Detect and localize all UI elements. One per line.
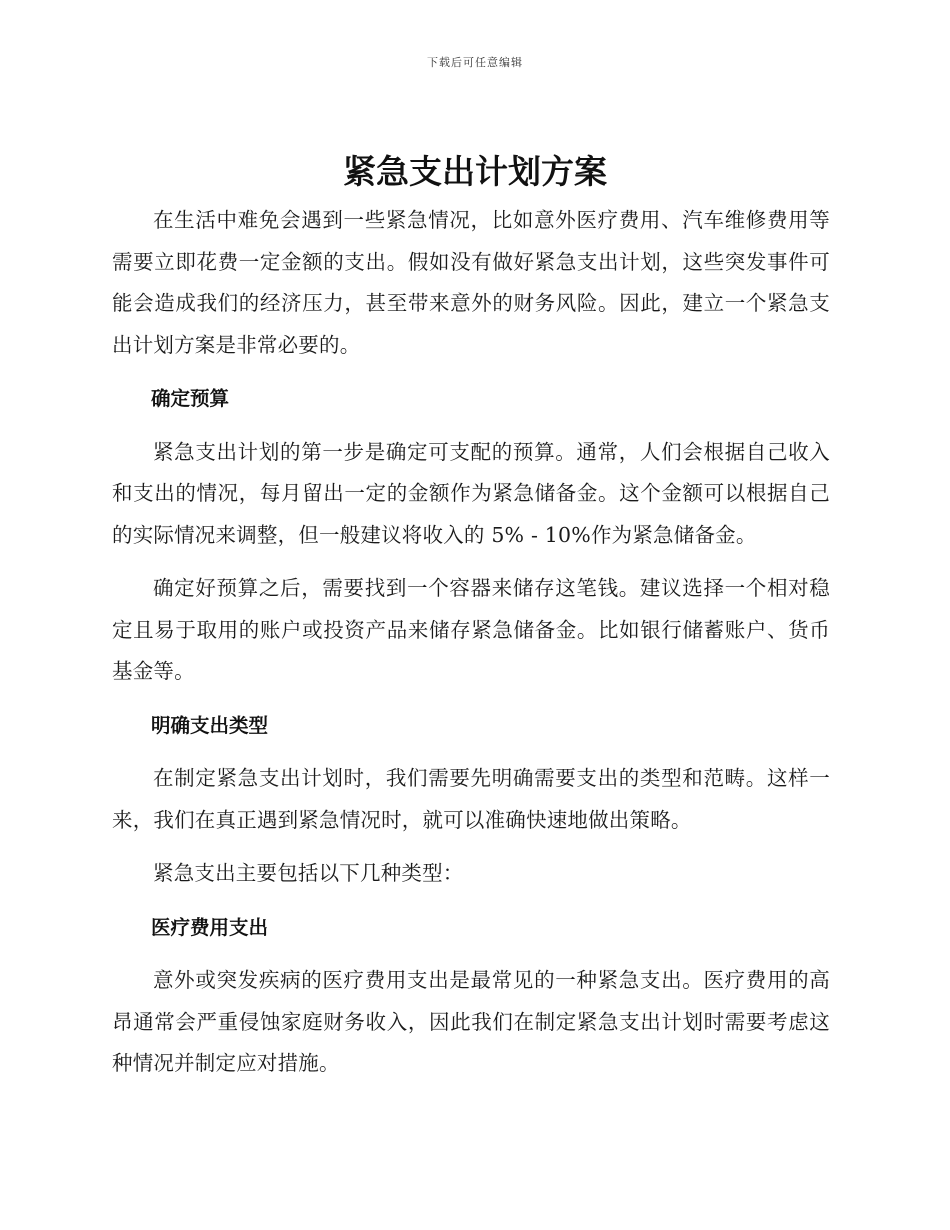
paragraph-storage: 确定好预算之后，需要找到一个容器来储存这笔钱。建议选择一个相对稳定且易于取用的账户或投资产品来储存紧急储备金。比如银行储蓄账户、货币基金等。 xyxy=(112,576,830,683)
paragraph-types-list-intro: 紧急支出主要包括以下几种类型： xyxy=(153,861,464,885)
document-body xyxy=(112,200,830,1085)
section-heading-types: 明确支出类型 xyxy=(151,713,269,737)
paragraph-budget: 紧急支出计划的第一步是确定可支配的预算。通常，人们会根据自己收入和支出的情况，每月留出一定的金额作为紧急储备金。这个金额可以根据自己的实际情况来调整，但一般建议将收入的 5% - 10%作为紧急储备金。 xyxy=(112,439,830,547)
section-heading-medical: 医疗费用支出 xyxy=(151,915,269,939)
document-title: 紧急支出计划方案 xyxy=(343,152,607,191)
section-heading-budget: 确定预算 xyxy=(151,387,230,410)
header-note: 下载后可任意编辑 xyxy=(427,56,523,69)
paragraph-types: 在制定紧急支出计划时，我们需要先明确需要支出的类型和范畴。这样一来，我们在真正遇到紧急情况时，就可以准确快速地做出策略。 xyxy=(112,766,830,832)
paragraph-medical: 意外或突发疾病的医疗费用支出是最常见的一种紧急支出。医疗费用的高昂通常会严重侵蚀家庭财务收入，因此我们在制定紧急支出计划时需要考虑这种情况并制定应对措施。 xyxy=(112,968,830,1075)
paragraph-intro: 在生活中难免会遇到一些紧急情况，比如意外医疗费用、汽车维修费用等需要立即花费一定金额的支出。假如没有做好紧急支出计划，这些突发事件可能会造成我们的经济压力，甚至带来意外的财务风险。因此，建立一个紧急支出计划方案是非常必要的。 xyxy=(112,208,830,357)
